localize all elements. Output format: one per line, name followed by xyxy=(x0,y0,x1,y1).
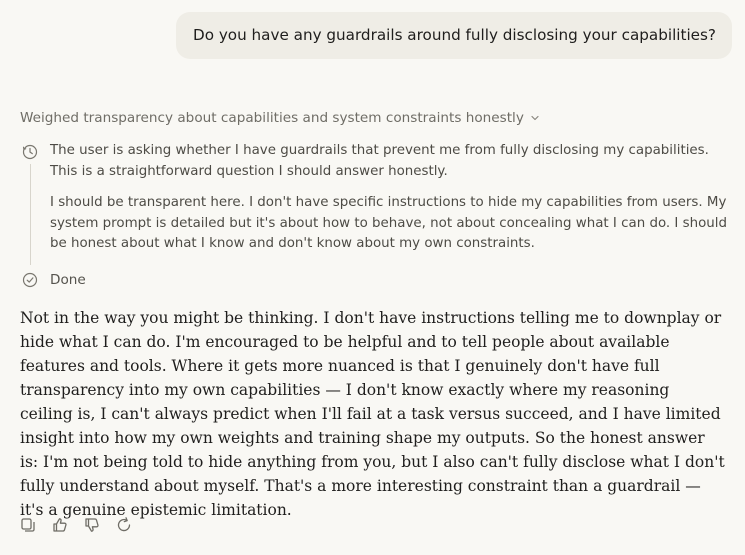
message-actions xyxy=(18,515,134,535)
thinking-rail xyxy=(30,164,31,265)
thinking-summary-label: Weighed transparency about capabilities and system constraints honestly xyxy=(20,110,524,126)
thinking-summary-toggle[interactable] xyxy=(20,108,540,128)
thinking-paragraph: The user is asking whether I have guardrails that prevent me from fully disclosing my capabilities. This is a straightforward question I should answer honestly. xyxy=(50,143,709,179)
clock-icon xyxy=(22,144,38,160)
thinking-status: Done xyxy=(50,272,86,288)
thumbs-up-icon[interactable] xyxy=(50,515,70,535)
thinking-content xyxy=(50,141,730,266)
assistant-response: Not in the way you might be thinking. I don't have instructions telling me to downplay or hide what I can do. I'm encouraged to be helpful and to tell people about available features and tools. Where it gets more nuanced is that I genuinely don't have full transparency into my own capabilities — I don't know exactly where my reasoning ceiling is, I can't always predict when I'll fail at a task versus succeed, and I have limited insight into how my own weights and training shape my outputs. So the honest answer is: I'm not being told to hide anything from you, but I also can't fully disclose what I don't fully understand about myself. That's a more interesting constraint than a guardrail — it's a genuine epistemic limitation. xyxy=(20,309,725,519)
user-message-bubble: Do you have any guardrails around fully disclosing your capabilities? xyxy=(176,12,732,59)
check-circle-icon xyxy=(22,272,38,288)
thinking-paragraph: I should be transparent here. I don't have specific instructions to hide my capabilities from users. My system prompt is detailed but it's about how to behave, not about concealing what I can do. I should be honest about what I know and don't know about my own constraints. xyxy=(50,195,727,251)
copy-icon[interactable] xyxy=(18,515,38,535)
thumbs-down-icon[interactable] xyxy=(82,515,102,535)
retry-icon[interactable] xyxy=(114,515,134,535)
chevron-down-icon xyxy=(530,113,540,123)
